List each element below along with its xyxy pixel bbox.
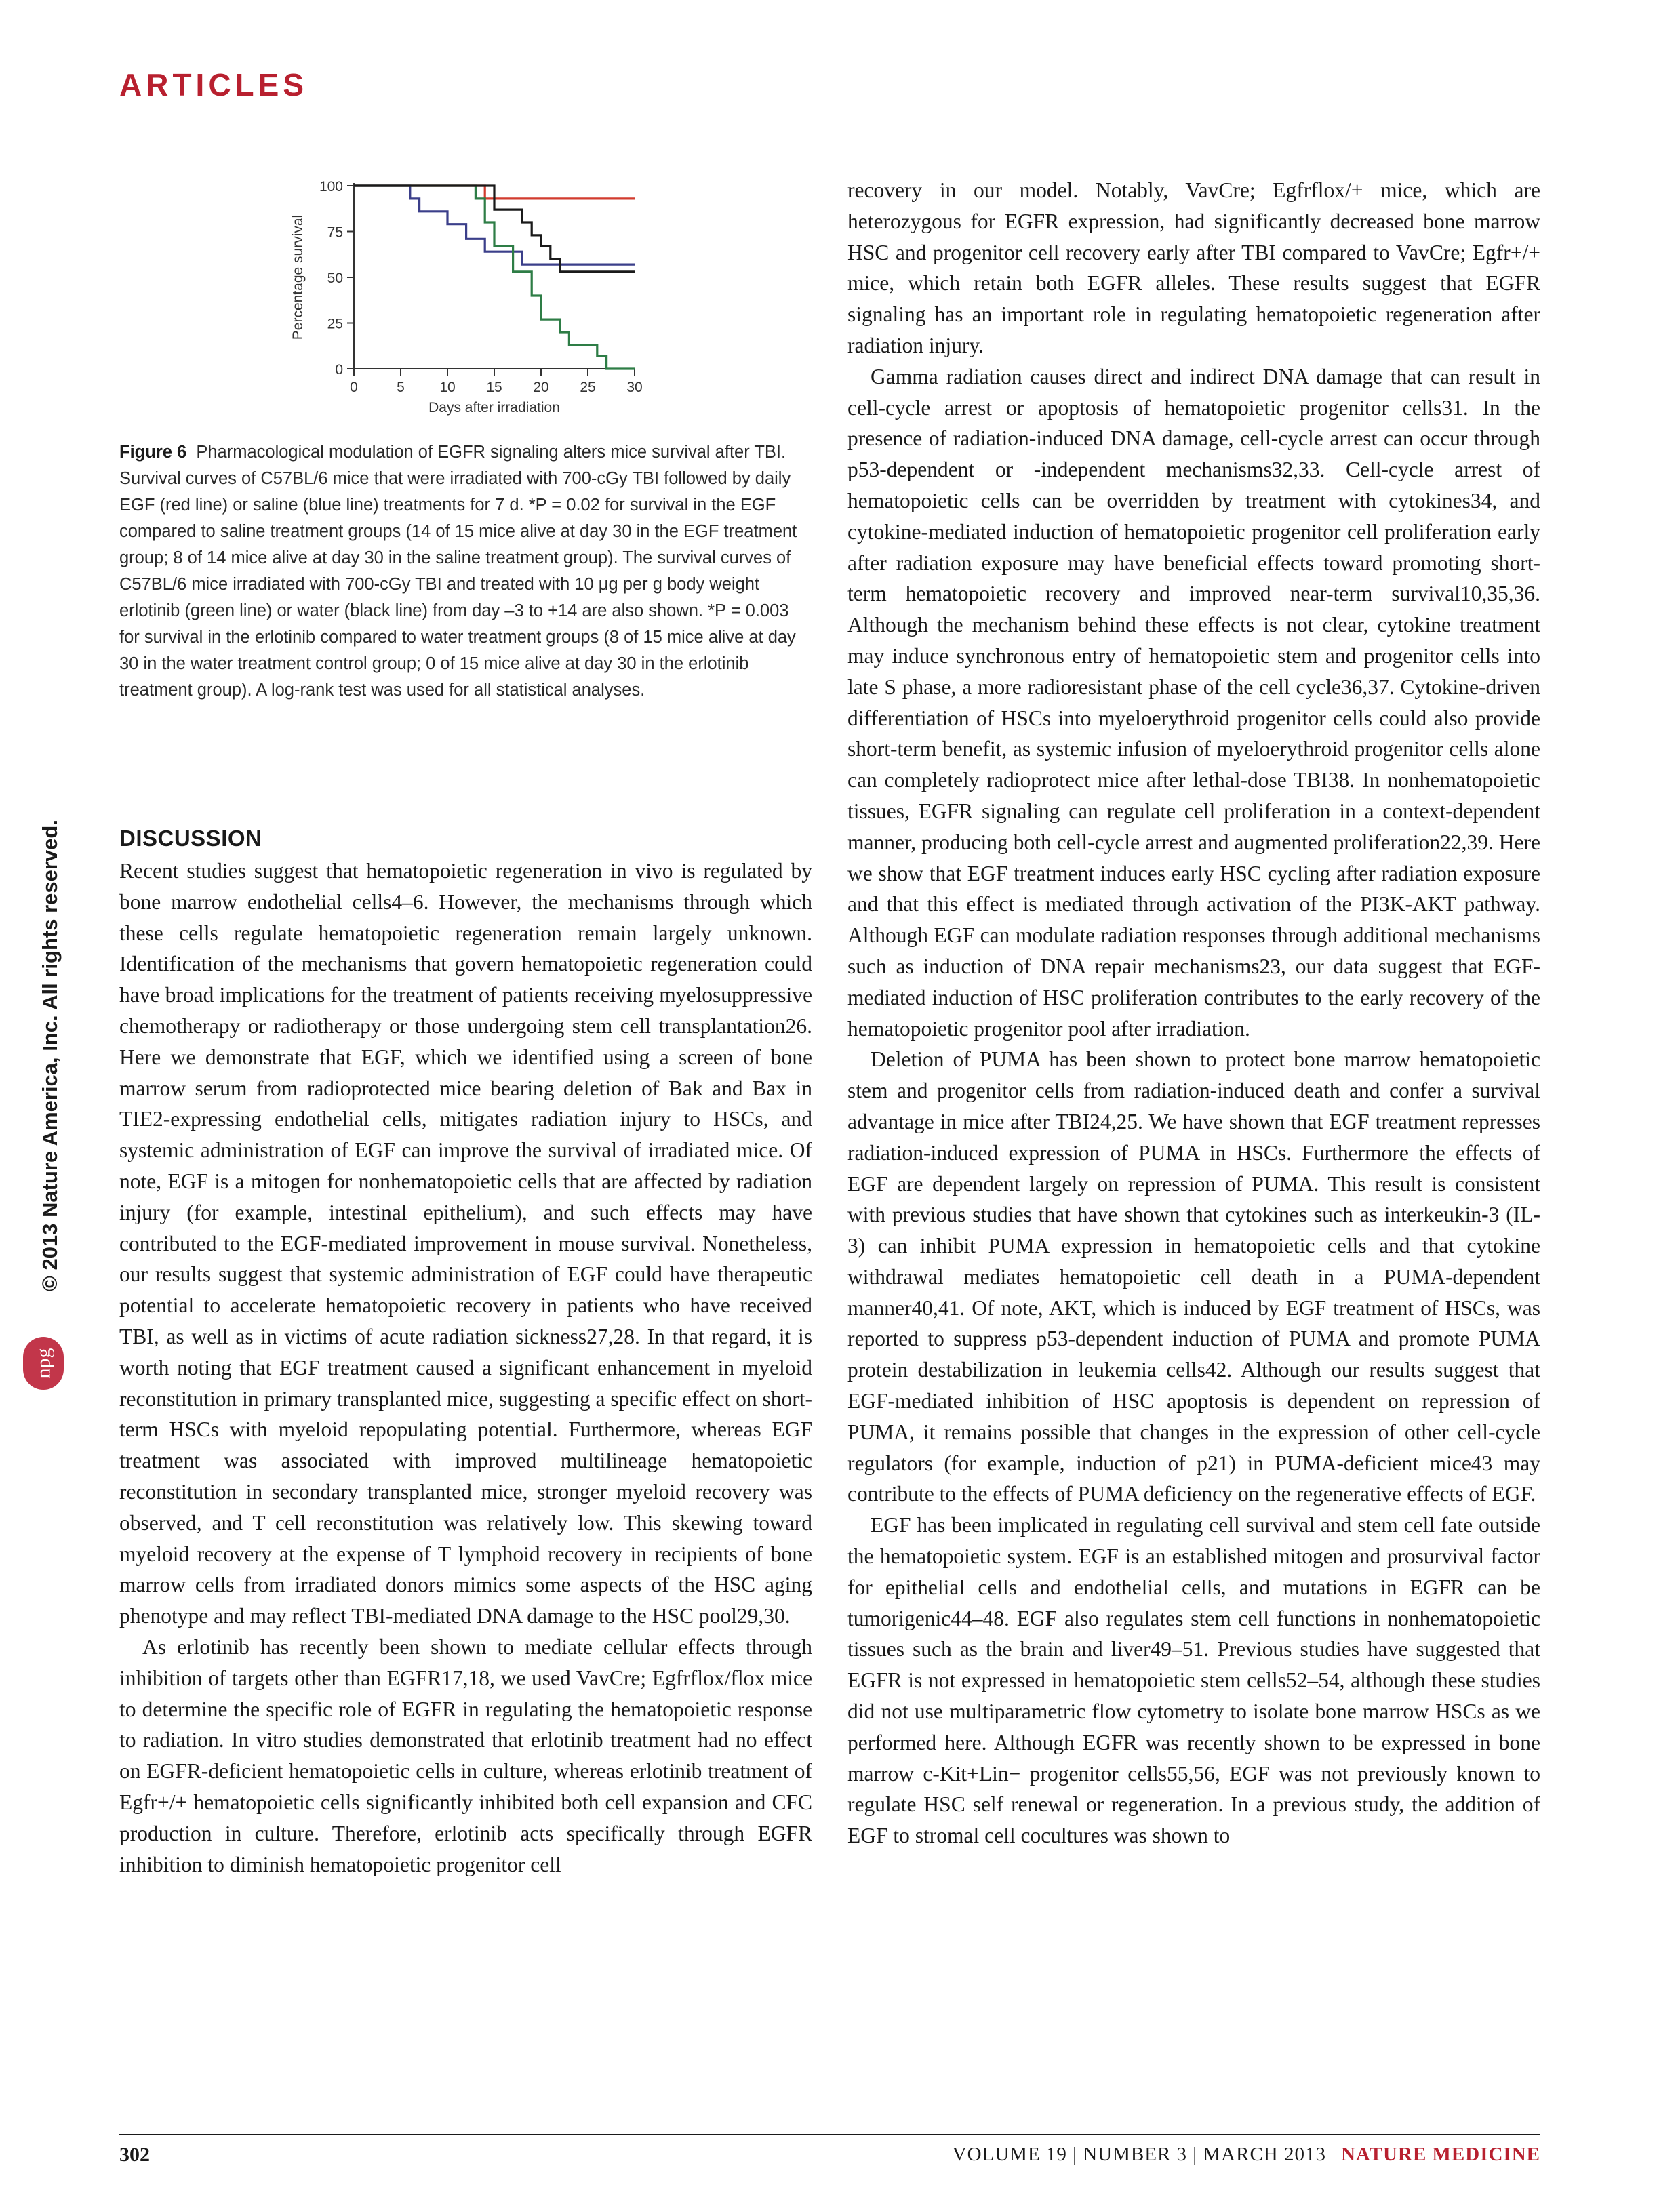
x-tick-label: 15 (486, 380, 502, 395)
figure-caption (119, 439, 797, 704)
y-tick-label: 50 (327, 270, 343, 286)
left-column (119, 856, 812, 1880)
copyright-notice: © 2013 Nature America, Inc. All rights reserved. (38, 820, 62, 1291)
survival-chart (258, 171, 651, 428)
discussion-paragraph: EGF has been implicated in regulating cell survival and stem cell fate outside the hematopoietic system. EGF is an established mitogen and prosurvival factor for epithelial cells and endothelial cells, and mutations in EGFR can be tumorigenic44–48. EGF also regulates stem cell functions in nonhematopoietic tissues such as the brain and liver49–51. Previous studies have suggested that EGFR is not expressed in hematopoietic stem cells52–54, although these studies did not use multiparametric flow cytometry to isolate bone marrow HSCs as we performed here. Although EGFR was recently shown to be expressed in bone marrow c-Kit+Lin− progenitor cells55,56, EGF was not previously known to regulate HSC self renewal or regeneration. In a previous study, the addition of EGF to stromal cell cocultures was shown to (847, 1513, 1540, 1848)
discussion-paragraph: As erlotinib has recently been shown to mediate cellular effects through inhibition of targets other than EGFR17,18, we used VavCre; Egfrflox/flox mice to determine the specific role of EGFR in regulating the hematopoietic response to radiation. In vitro studies demonstrated that erlotinib treatment had no effect on EGFR-deficient hematopoietic cells in culture, whereas erlotinib treatment of Egfr+/+ hematopoietic cells significantly inhibited both cell expansion and CFC production in culture. Therefore, erlotinib acts specifically through EGFR inhibition to diminish hematopoietic progenitor cell (119, 1634, 812, 1876)
issue-info (953, 2144, 1540, 2166)
issue-details: VOLUME 19 | NUMBER 3 | MARCH 2013 (952, 2144, 1326, 2165)
y-tick-label: 25 (327, 316, 343, 332)
y-tick-label: 100 (319, 179, 343, 195)
caption-label: Figure 6 (119, 443, 187, 462)
y-tick-label: 0 (335, 362, 343, 378)
discussion-heading: DISCUSSION (119, 826, 262, 851)
x-tick-label: 5 (397, 380, 405, 395)
caption-text: Pharmacological modulation of EGFR signaling alters mice survival after TBI. Survival curves of C57BL/6 mice that were irradiated with 700-cGy TBI followed by daily EGF (red line) or saline (blue line) treatments for 7 d. *P = 0.02 for survival in the EGF compared to saline treatment groups (14 of 15 mice alive at day 30 in the EGF treatment group; 8 of 14 mice alive at day 30 in the saline treatment group). The survival curves of C57BL/6 mice irradiated with 700-cGy TBI and treated with 10 μg per g body weight erlotinib (green line) or water (black line) from day –3 to +14 are also shown. *P = 0.003 for survival in the erlotinib compared to water treatment groups (8 of 15 mice alive at day 30 in the water treatment control group; 0 of 15 mice alive at day 30 in the erlotinib treatment group). A log-rank test was used for all statistical analyses. (119, 443, 797, 700)
section-label: ARTICLES (119, 67, 308, 102)
x-axis-label: Days after irradiation (428, 400, 560, 416)
x-tick-label: 0 (350, 380, 358, 395)
footer-divider (119, 2134, 1540, 2135)
discussion-paragraph: recovery in our model. Notably, VavCre; Egfrflox/+ mice, which are heterozygous for EGFR expression, had significantly decreased bone marrow HSC and progenitor cell recovery early after TBI compared to VavCre; Egfr+/+ mice, which retain both EGFR alleles. These results suggest that EGFR signaling has an important role in regulating hematopoietic regeneration after radiation injury. (847, 178, 1540, 357)
x-tick-label: 30 (626, 380, 643, 395)
y-tick-label: 75 (327, 224, 343, 241)
x-tick-label: 25 (580, 380, 596, 395)
y-axis-label: Percentage survival (290, 214, 306, 340)
discussion-paragraph: Recent studies suggest that hematopoietic regeneration in vivo is regulated by bone marrow endothelial cells4–6. However, the mechanisms through which these cells regulate hematopoietic regeneration remain largely unknown. Identification of the mechanisms that govern hematopoietic regeneration could have broad implications for the treatment of patients receiving myelosuppressive chemotherapy or radiotherapy or those undergoing stem cell transplantation26. Here we demonstrate that EGF, which we identified using a screen of bone marrow serum from radioprotected mice bearing deletion of Bak and Bax in TIE2-expressing endothelial cells, mitigates radiation injury to HSCs, and systemic administration of EGF can improve the survival of irradiated mice. Of note, EGF is a mitogen for nonhematopoietic cells that are affected by radiation injury (for example, intestinal epithelium), and such effects may have contributed to the EGF-mediated improvement in mouse survival. Nonetheless, our results suggest that systemic administration of EGF could have therapeutic potential to accelerate hematopoietic recovery in patients who have received TBI, as well as in victims of acute radiation sickness27,28. In that regard, it is worth noting that EGF treatment caused a significant enhancement in myeloid reconstitution in primary transplanted mice, suggesting a specific effect on short-term HSCs with myeloid repopulating potential. Furthermore, whereas EGF treatment was associated with improved multilineage hematopoietic reconstitution in secondary transplanted mice, stronger myeloid recovery was observed, and T cell reconstitution was relatively low. This skewing toward myeloid recovery at the expense of T lymphoid recovery in recipients of bone marrow cells from irradiated donors mimics some aspects of the HSC aging phenotype and may reflect TBI-mediated DNA damage to the HSC pool29,30. (119, 859, 812, 1628)
survival-curve-3 (354, 186, 635, 369)
npg-logo-icon (23, 1337, 64, 1390)
discussion-paragraph: Deletion of PUMA has been shown to protect bone marrow hematopoietic stem and progenitor cells from radiation-induced death and confer a survival advantage in mice after TBI24,25. We have shown that EGF treatment represses radiation-induced expression of PUMA in HSCs. Furthermore the effects of EGF are dependent largely on repression of PUMA. This result is consistent with previous studies that have shown that cytokines such as interkeukin-3 (IL-3) can inhibit PUMA expression in hematopoietic cells and that cytokine withdrawal mediates hematopoietic cell death in a PUMA-dependent manner40,41. Of note, AKT, which is induced by EGF treatment of HSCs, was reported to suppress p53-dependent induction of PUMA and promote PUMA protein destabilization in leukemia cells42. Although our results suggest that EGF-mediated inhibition of HSC apoptosis is dependent on repression of PUMA, it remains possible that changes in the expression of other cell-cycle regulators (for example, induction of p21) in PUMA-deficient mice43 may contribute to the effects of PUMA deficiency on the regenerative effects of EGF. (847, 1047, 1540, 1506)
right-column (847, 175, 1540, 1851)
x-tick-label: 20 (533, 380, 549, 395)
figure-6-chart (258, 171, 651, 428)
npg-logo-text: npg (32, 1348, 54, 1379)
discussion-paragraph: Gamma radiation causes direct and indirect DNA damage that can result in cell-cycle arrest or apoptosis of hematopoietic progenitor cells31. In the presence of radiation-induced DNA damage, cell-cycle arrest can occur through p53-dependent or -independent mechanisms32,33. Cell-cycle arrest of hematopoietic cells can be overridden by treatment with cytokines34, and cytokine-mediated induction of hematopoietic progenitor cell proliferation early after radiation exposure may have beneficial effects toward promoting short-term hematopoietic recovery and improved near-term survival10,35,36. Although the mechanism behind these effects is not clear, cytokine treatment may induce synchronous entry of hematopoietic stem and progenitor cells into late S phase, a more radioresistant phase of the cell cycle36,37. Cytokine-driven differentiation of HSCs into myeloerythroid progenitor cells could also provide short-term benefit, as systemic infusion of myeloerythroid progenitor cells alone can completely radioprotect mice after lethal-dose TBI38. In nonhematopoietic tissues, EGFR signaling can regulate cell proliferation in a context-dependent manner, producing both cell-cycle arrest and augmented proliferation22,39. Here we show that EGF treatment induces early HSC cycling after radiation exposure and that this effect is mediated through activation of the PI3K-AKT pathway. Although EGF can modulate radiation responses through additional mechanisms such as induction of DNA repair mechanisms23, our data suggest that EGF-mediated induction of HSC proliferation contributes to the early recovery of the hematopoietic progenitor pool after irradiation. (847, 364, 1540, 1041)
journal-name: NATURE MEDICINE (1340, 2144, 1540, 2165)
x-tick-label: 10 (439, 380, 456, 395)
page-number: 302 (119, 2144, 150, 2166)
